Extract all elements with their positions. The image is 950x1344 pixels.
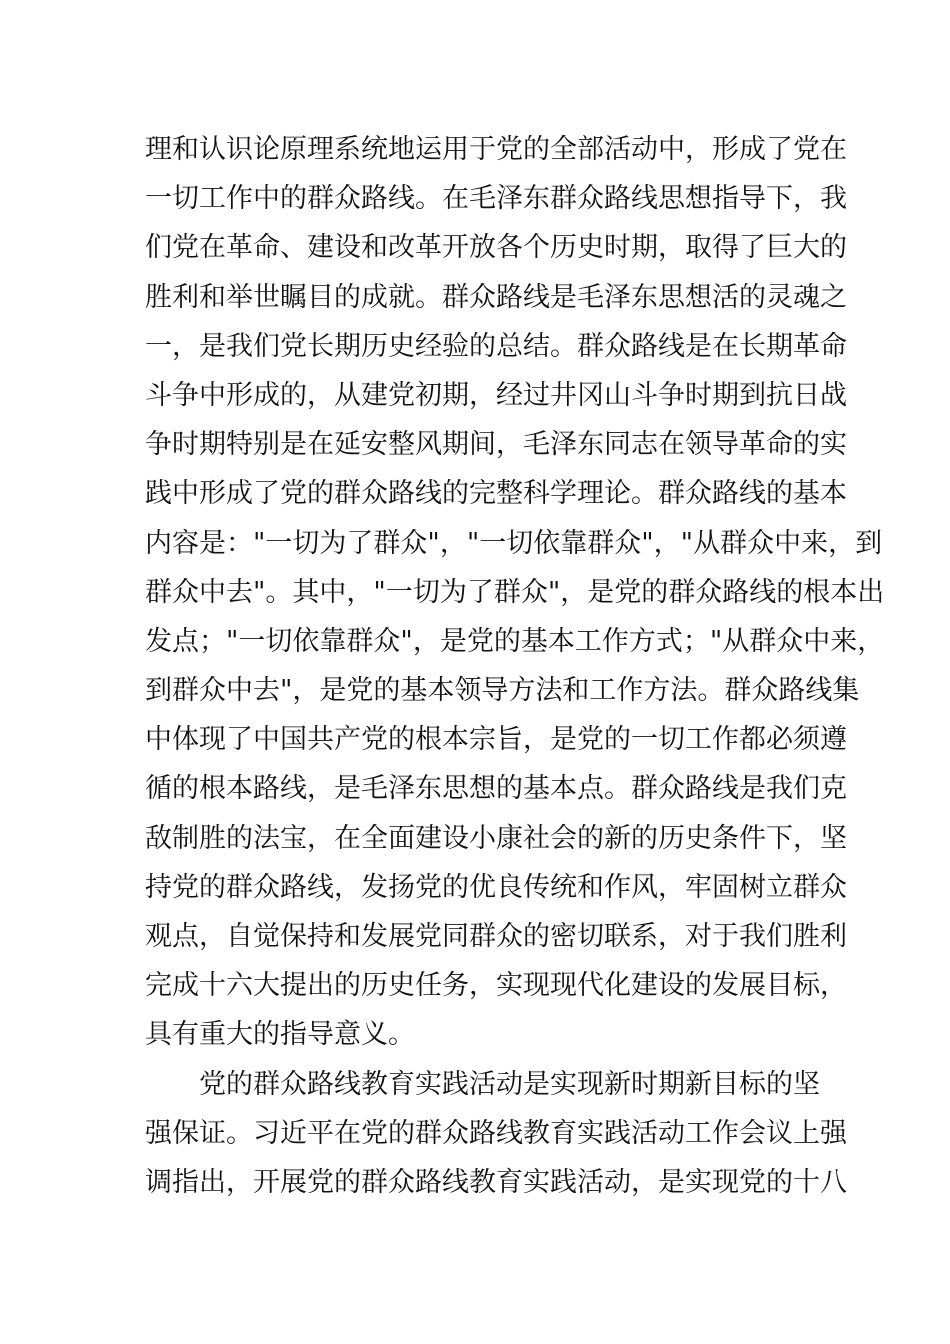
- text-line: 中体现了中国共产党的根本宗旨，是党的一切工作都必须遵: [145, 724, 847, 756]
- text-line: 观点，自觉保持和发展党同群众的密切联系，对于我们胜利: [145, 921, 847, 952]
- paragraph-2: [145, 1060, 847, 1208]
- text-line: 完成十六大提出的历史任务，实现现代化建设的发展目标，: [145, 970, 847, 1002]
- text-line: 敌制胜的法宝，在全面建设小康社会的新的历史条件下，坚: [145, 822, 847, 854]
- text-line: 持党的群众路线，发扬党的优良传统和作风，牢固树立群众: [145, 871, 847, 903]
- text-line: 到群众中去"，是党的基本领导方法和工作方法。群众路线集: [145, 675, 860, 707]
- text-line: 们党在革命、建设和改革开放各个历史时期，取得了巨大的: [145, 232, 847, 264]
- text-line: 强保证。习近平在党的群众路线教育实践活动工作会议上强: [145, 1117, 847, 1149]
- text-line: 一切工作中的群众路线。在毛泽东群众路线思想指导下，我: [145, 183, 847, 215]
- text-line: 调指出，开展党的群众路线教育实践活动，是实现党的十八: [145, 1166, 847, 1198]
- text-line: 理和认识论原理系统地运用于党的全部活动中，形成了党在: [145, 134, 847, 165]
- text-line: 循的根本路线，是毛泽东思想的基本点。群众路线是我们克: [145, 773, 847, 805]
- text-line: 践中形成了党的群众路线的完整科学理论。群众路线的基本: [145, 478, 847, 510]
- text-line: 党的群众路线教育实践活动是实现新时期新目标的坚: [199, 1068, 820, 1100]
- text-line: 群众中去"。其中，"一切为了群众"，是党的群众路线的根本出: [145, 576, 885, 608]
- text-line: 胜利和举世瞩目的成就。群众路线是毛泽东思想活的灵魂之: [145, 281, 847, 313]
- text-line: 争时期特别是在延安整风期间，毛泽东同志在领导革命的实: [145, 429, 847, 461]
- text-line: 具有重大的指导意义。: [145, 1019, 415, 1051]
- text-line: 发点；"一切依靠群众"，是党的基本工作方式；"从群众中来，: [145, 625, 885, 657]
- text-line: 一，是我们党长期历史经验的总结。群众路线是在长期革命: [145, 330, 847, 362]
- text-line: 斗争中形成的，从建党初期，经过井冈山斗争时期到抗日战: [145, 379, 847, 411]
- paragraph-1: [145, 125, 885, 1060]
- document-body: [145, 125, 885, 1207]
- text-line: 内容是："一切为了群众"，"一切依靠群众"，"从群众中来，到: [145, 527, 883, 559]
